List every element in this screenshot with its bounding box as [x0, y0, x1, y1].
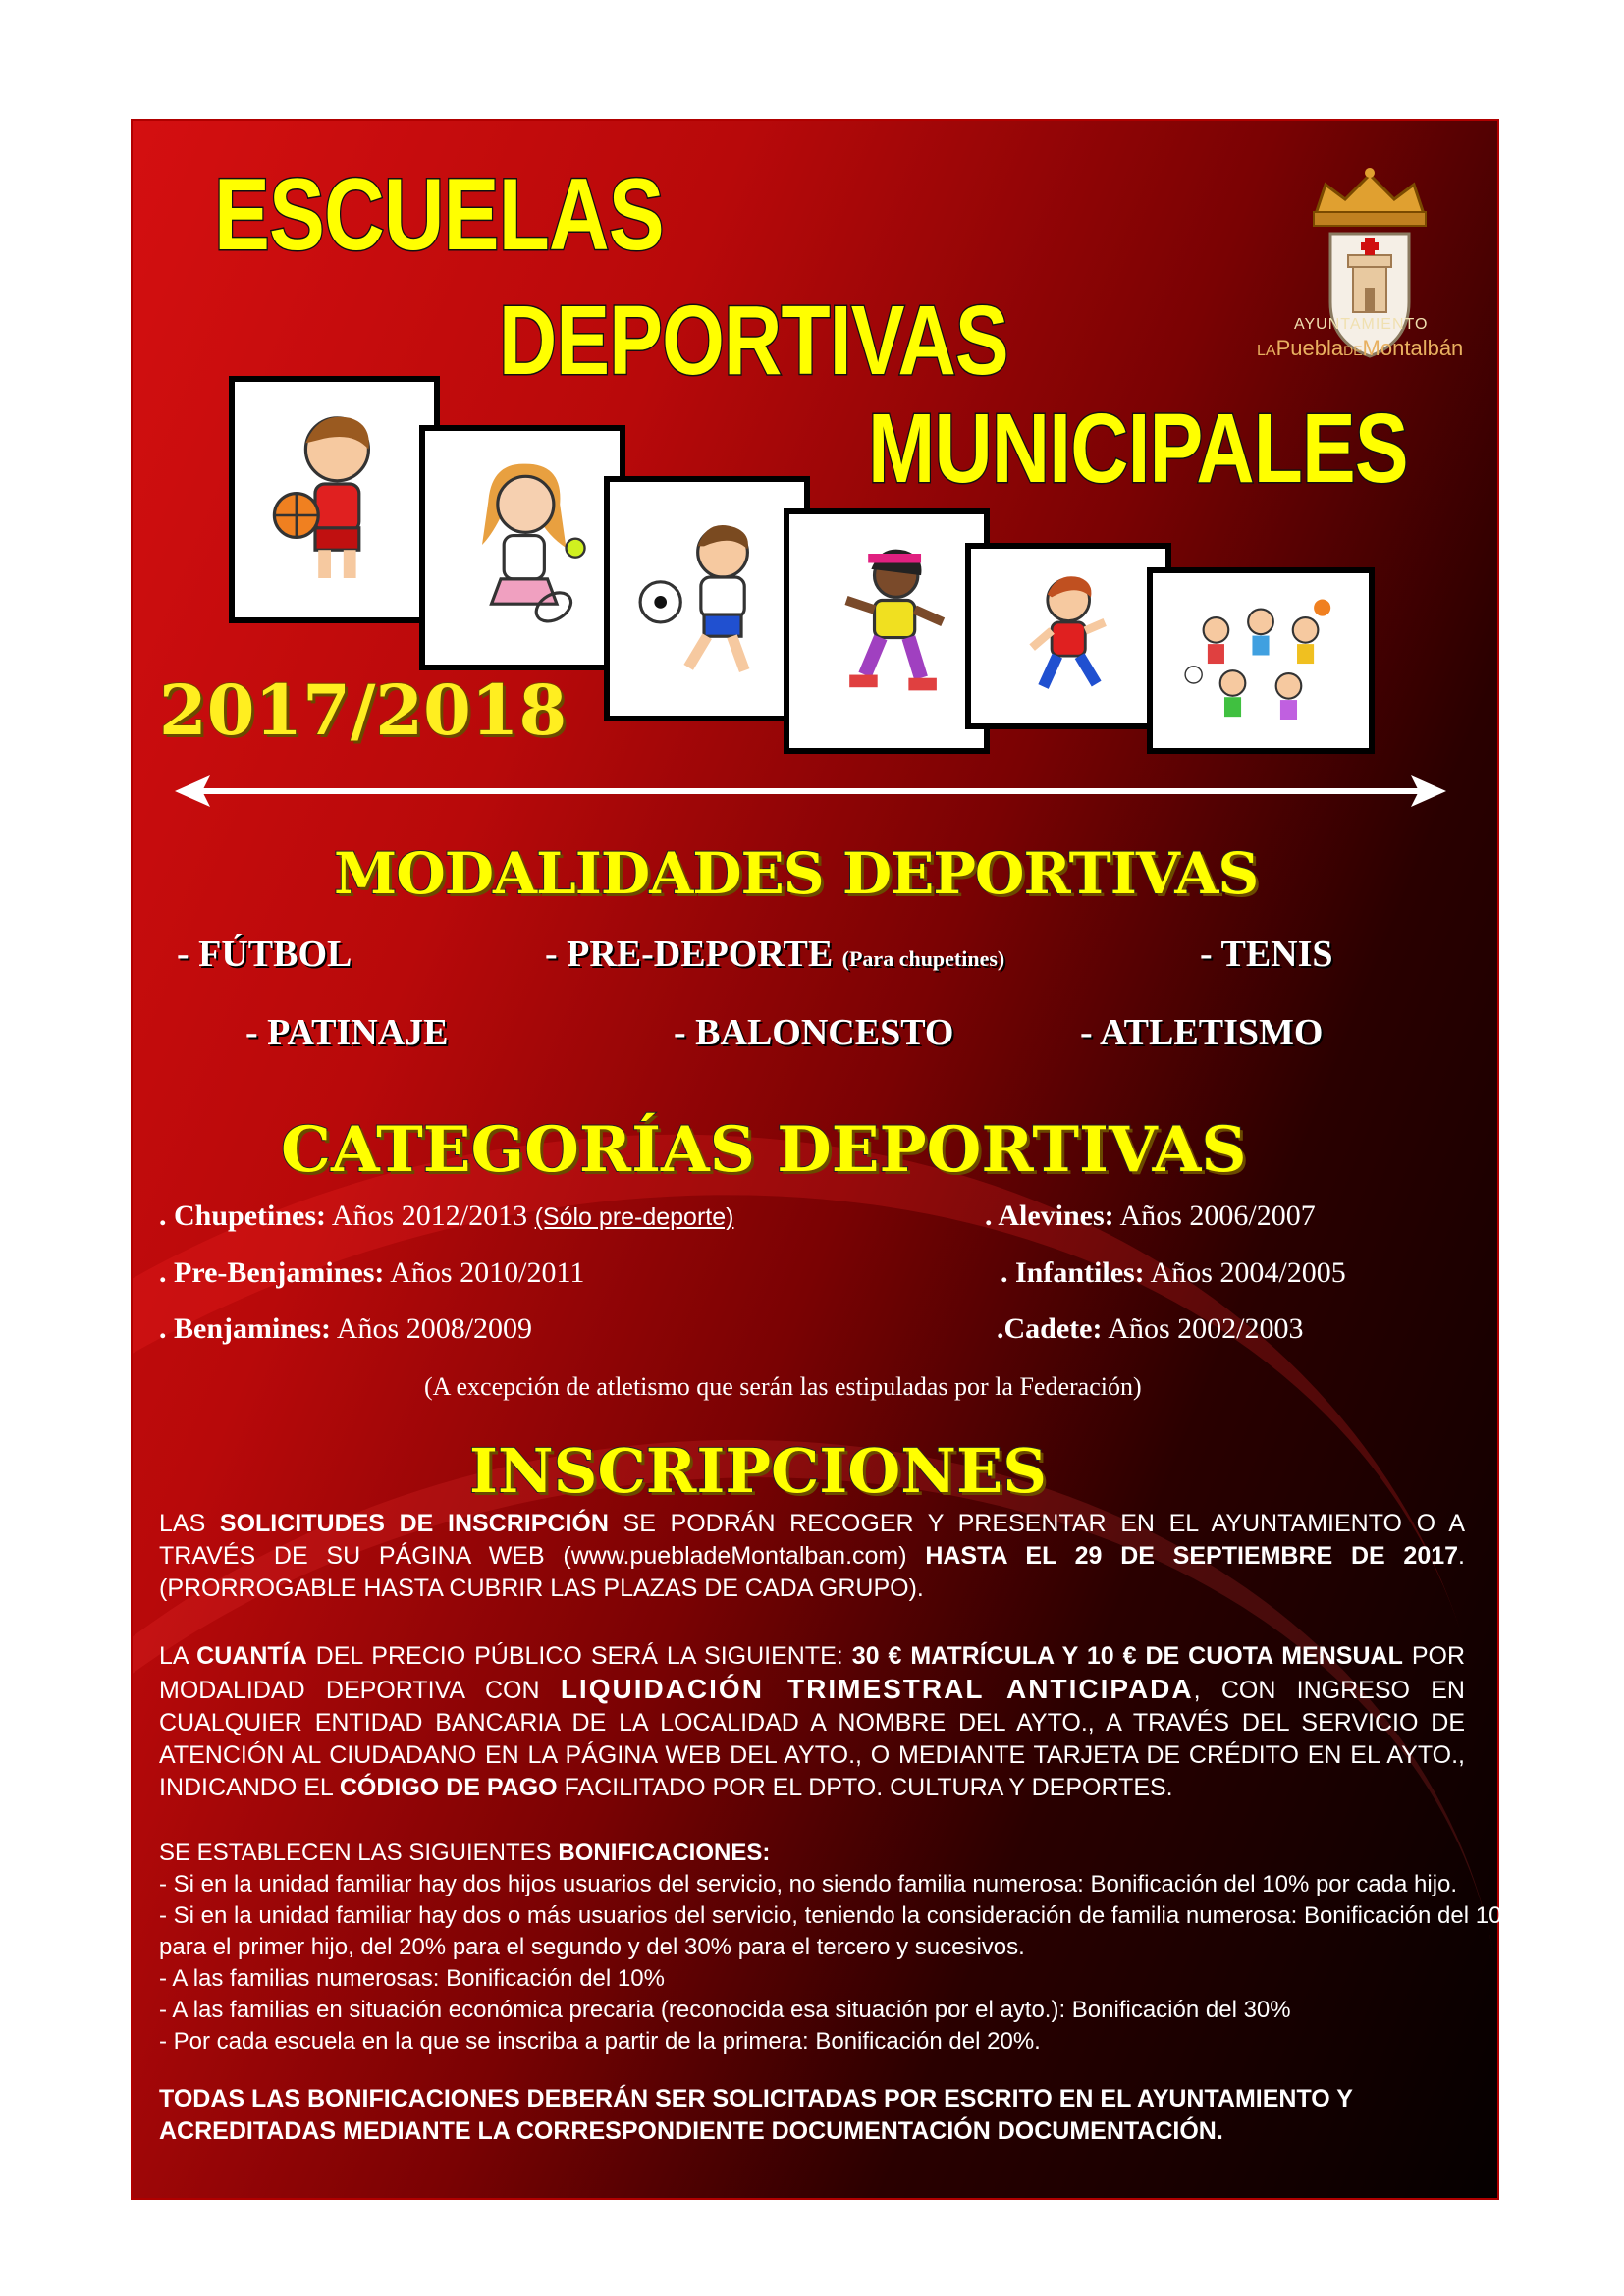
category-cadete: .Cadete: Años 2002/2003 — [997, 1312, 1304, 1345]
card-multisport — [1147, 567, 1375, 754]
double-arrow-divider — [175, 774, 1446, 809]
basketball-child-icon — [254, 405, 413, 594]
card-football — [604, 476, 810, 721]
inscripciones-paragraph-1: LAS SOLICITUDES DE INSCRIPCIÓN SE PODRÁN RECOGER Y PRESENTAR EN EL AYUNTAMIENTO O A TRAVÉS DE SU PÁGINA WEB (www.puebladeMontalban.com) HASTA EL 29 DE SEPTIEMBRE DE 2017. (PRORROGABLE HASTA CUBRIR LAS PLAZAS DE CADA GRUPO). — [159, 1510, 1466, 1602]
sport-patinaje: - PATINAJE — [245, 1012, 449, 1053]
bonificaciones-intro: SE ESTABLECEN LAS SIGUIENTES BONIFICACIONES: — [159, 1840, 771, 1866]
title-line-2: DEPORTIVAS — [499, 286, 1008, 396]
category-benjamines: . Benjamines: Años 2008/2009 — [159, 1312, 533, 1345]
card-running — [965, 543, 1171, 729]
categorias-footnote: (A excepción de atletismo que serán las estipuladas por la Federación) — [424, 1372, 1142, 1401]
sport-predeporte: - PRE-DEPORTE (Para chupetines) — [545, 934, 1005, 975]
football-child-icon — [629, 506, 785, 692]
inscripciones-heading: INSCRIPCIONES — [469, 1435, 1048, 1507]
bonificaciones-list — [159, 1838, 1523, 2057]
season-year: 2017/2018 — [159, 669, 568, 751]
sport-tenis: - TENIS — [1200, 934, 1333, 975]
bonus-item: - Si en la unidad familiar hay dos hijos usuarios del servicio, no siendo familia numerosa: Bonificación del 10% por cada hijo. — [159, 1871, 1458, 1897]
bonus-item: - Por cada escuela en la que se inscriba a partir de la primera: Bonificación del 20%. — [159, 2028, 1041, 2055]
multisport-children-icon — [1174, 591, 1347, 730]
sport-atletismo: - ATLETISMO — [1080, 1012, 1324, 1053]
logo-text-ayuntamiento: AYUNTAMIENTO — [1294, 316, 1429, 333]
title-line-3: MUNICIPALES — [868, 394, 1408, 504]
bonus-item: - Si en la unidad familiar hay dos o más usuarios del servicio, teniendo la consideración de familia numerosa: Bonificación del 10% — [159, 1902, 1523, 1929]
category-chupetines: . Chupetines: Años 2012/2013 (Sólo pre-deporte) — [159, 1200, 734, 1232]
card-tennis — [419, 425, 625, 670]
skating-child-icon — [809, 538, 964, 724]
card-basketball — [229, 376, 440, 623]
bonus-item: para el primer hijo, del 20% para el segundo y del 30% para el tercero y sucesivos. — [159, 1934, 1025, 1960]
card-skating — [784, 508, 990, 754]
title-line-1: ESCUELAS — [214, 158, 664, 272]
bonus-item: - A las familias numerosas: Bonificación del 10% — [159, 1965, 665, 1992]
bonus-item: - A las familias en situación económica precaria (reconocida esa situación por el ayto.): Bonificación del 30% — [159, 1997, 1291, 2023]
sport-futbol: - FÚTBOL — [177, 934, 352, 975]
category-alevines: . Alevines: Años 2006/2007 — [985, 1200, 1316, 1232]
inscripciones-paragraph-2: LA CUANTÍA DEL PRECIO PÚBLICO SERÁ LA SIGUIENTE: 30 € MATRÍCULA Y 10 € DE CUOTA MENSUAL POR MODALIDAD DEPORTIVA CON LIQUIDACIÓN TRIMESTRAL ANTICIPADA, CON INGRESO EN CUALQUIER ENTIDAD BANCARIA DE LA LOCALIDAD A NOMBRE DEL AYTO., A TRAVÉS DEL SERVICIO DE ATENCIÓN AL CIUDADANO EN LA PÁGINA WEB DEL AYTO., O MEDIANTE TARJETA DE CRÉDITO EN EL AYTO., INDICANDO EL CÓDIGO DE PAGO FACILITADO POR EL DPTO. CULTURA Y DEPORTES. — [159, 1642, 1465, 1801]
category-pre-benjamines: . Pre-Benjamines: Años 2010/2011 — [159, 1256, 585, 1289]
logo-text-town: LAPueblaDEMontalbán — [1257, 336, 1464, 360]
modalidades-heading: MODALIDADES DEPORTIVAS — [334, 840, 1259, 907]
closing-notice: TODAS LAS BONIFICACIONES DEBERÁN SER SOLICITADAS POR ESCRITO EN EL AYUNTAMIENTO Y ACREDITADAS MEDIANTE LA CORRESPONDIENTE DOCUMENTACIÓN DOCUMENTACIÓN. — [159, 2085, 1353, 2145]
category-infantiles: . Infantiles: Años 2004/2005 — [1001, 1256, 1346, 1289]
sport-baloncesto: - BALONCESTO — [674, 1012, 954, 1053]
tennis-child-icon — [445, 454, 600, 641]
categorias-heading: CATEGORÍAS DEPORTIVAS — [281, 1113, 1247, 1187]
running-child-icon — [991, 566, 1146, 706]
